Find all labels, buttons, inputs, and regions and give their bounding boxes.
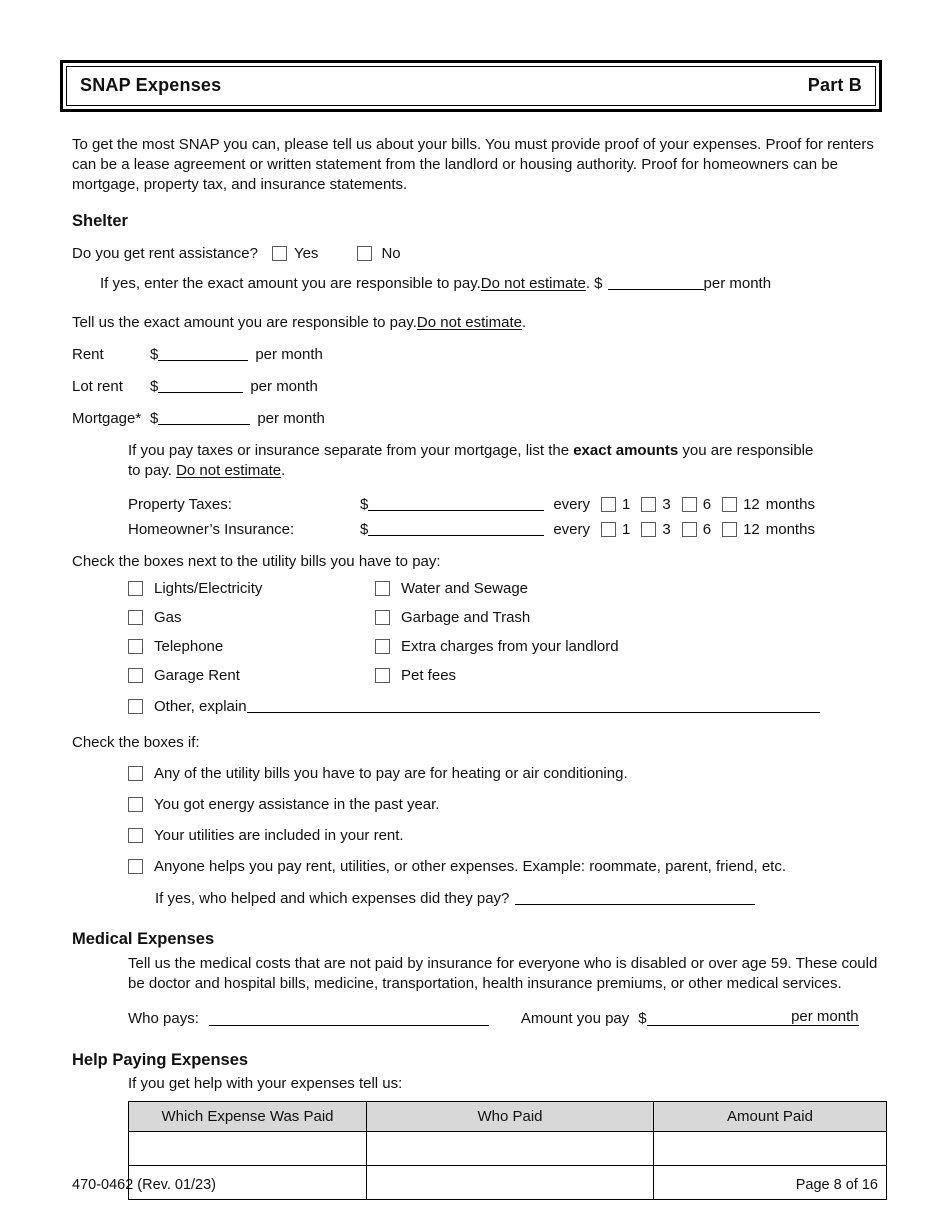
check-if-anyone-helps-item[interactable]	[128, 858, 950, 875]
period-3-label: 3	[662, 496, 671, 513]
help-prompt: If you get help with your expenses tell us:	[128, 1075, 403, 1092]
checkbox-icon[interactable]	[375, 639, 390, 654]
mortgage-label: Mortgage*	[72, 410, 142, 427]
utility-item-water[interactable]	[375, 580, 950, 597]
yes-label: Yes	[293, 245, 319, 262]
who-pays-label: Who pays:	[128, 1009, 199, 1027]
utility-label: Pet fees	[401, 667, 457, 684]
utility-other-checkbox[interactable]	[128, 699, 143, 714]
dollar-sign: $	[360, 496, 369, 513]
utility-label: Telephone	[154, 638, 224, 655]
who-pays-row	[128, 1008, 950, 1028]
who-helped-row	[155, 890, 950, 907]
section-header-box	[60, 60, 882, 112]
insurance-every-6-checkbox[interactable]	[682, 522, 697, 537]
no-label: No	[381, 245, 401, 262]
utility-item-telephone[interactable]	[128, 638, 375, 655]
checkbox-icon[interactable]	[375, 668, 390, 683]
utility-label: Gas	[154, 609, 182, 626]
help-paying-heading: Help Paying Expenses	[72, 1051, 249, 1069]
every-label: every	[553, 496, 591, 513]
amount-you-pay-label: Amount you pay	[520, 1009, 630, 1027]
rent-assistance-question: Do you get rent assistance?	[72, 245, 258, 262]
utility-item-pet-fees[interactable]	[375, 667, 950, 684]
property-taxes-amount-field[interactable]	[368, 496, 544, 511]
intro-paragraph: To get the most SNAP you can, please tell us about your bills. You must provide proof of your expenses. Proof for renters can be a lease agreement or written statement from the landlord or housing authority. Proof for homeowners can be mortgage, property tax, and insurance statements.	[72, 136, 874, 193]
months-label: months	[765, 496, 815, 513]
mortgage-row	[72, 410, 950, 427]
utility-label: Lights/Electricity	[154, 580, 263, 597]
taxes-insurance-note	[128, 441, 822, 481]
dollar-sign: $	[150, 378, 159, 395]
who-pays-field[interactable]	[209, 1011, 489, 1026]
tell-us-text: Tell us the exact amount you are responsible to pay.	[72, 314, 417, 331]
utility-item-garbage[interactable]	[375, 609, 950, 626]
checkbox-icon[interactable]	[128, 859, 143, 874]
column-header-amount-paid: Amount Paid	[654, 1102, 887, 1132]
medical-description: Tell us the medical costs that are not paid by insurance for everyone who is disabled or over age 59. These could be doctor and hospital bills, medicine, transportation, health insurance premiums, or other medical services.	[128, 955, 878, 992]
period-12-label: 12	[743, 521, 760, 538]
check-if-label: You got energy assistance in the past year.	[154, 796, 440, 813]
rent-assistance-question-row	[72, 245, 950, 262]
rent-label: Rent	[72, 346, 104, 363]
medical-amount-field[interactable]	[647, 1008, 859, 1026]
checkbox-icon[interactable]	[128, 828, 143, 843]
checkbox-icon[interactable]	[128, 639, 143, 654]
utilities-prompt: Check the boxes next to the utility bills you have to pay:	[72, 553, 441, 570]
per-month-label: per month	[257, 410, 325, 427]
lot-rent-row	[72, 378, 950, 395]
other-explain-label: Other, explain	[154, 698, 247, 715]
homeowners-insurance-label: Homeowner’s Insurance:	[128, 521, 295, 538]
form-number: 470-0462 (Rev. 01/23)	[72, 1177, 217, 1193]
period-1-label: 1	[622, 521, 631, 538]
exact-amounts-bold: exact amounts	[573, 442, 679, 459]
utilities-checkbox-grid	[128, 580, 950, 684]
do-not-estimate-text: Do not estimate	[176, 462, 282, 479]
page-footer	[72, 1177, 878, 1193]
do-not-estimate-text: Do not estimate	[480, 275, 586, 292]
who-helped-question: If yes, who helped and which expenses did they pay?	[155, 890, 510, 907]
rent-amount-field[interactable]	[158, 346, 248, 361]
per-month-label: per month	[703, 275, 772, 292]
period-text: .	[521, 314, 527, 331]
dollar-sign: $	[150, 346, 159, 363]
property-taxes-label: Property Taxes:	[128, 496, 232, 513]
checkbox-icon[interactable]	[128, 766, 143, 781]
dollar-sign: . $	[585, 275, 603, 292]
utility-item-gas[interactable]	[128, 609, 375, 626]
who-helped-field[interactable]	[515, 890, 755, 905]
utility-label: Garage Rent	[154, 667, 240, 684]
check-if-label: Anyone helps you pay rent, utilities, or other expenses. Example: roommate, parent, friend, etc.	[154, 858, 786, 875]
check-if-heating-item[interactable]	[128, 765, 950, 782]
column-header-who-paid: Who Paid	[367, 1102, 654, 1132]
rent-assistance-amount-field[interactable]	[608, 275, 704, 290]
property-taxes-row	[128, 496, 950, 513]
every-label: every	[553, 521, 591, 538]
rent-row	[72, 346, 950, 363]
utility-label: Water and Sewage	[401, 580, 529, 597]
check-if-energy-assistance-item[interactable]	[128, 796, 950, 813]
checkbox-icon[interactable]	[128, 610, 143, 625]
period-3-label: 3	[662, 521, 671, 538]
check-if-prompt: Check the boxes if:	[72, 734, 200, 751]
mortgage-amount-field[interactable]	[158, 410, 250, 425]
period-12-label: 12	[743, 496, 760, 513]
utility-item-lights[interactable]	[128, 580, 375, 597]
part-label: Part B	[807, 75, 862, 95]
taxes-every-1-checkbox[interactable]	[601, 497, 616, 512]
check-if-label: Any of the utility bills you have to pay are for heating or air conditioning.	[154, 765, 628, 782]
per-month-label: per month	[791, 1008, 859, 1025]
insurance-every-3-checkbox[interactable]	[641, 522, 656, 537]
checkbox-icon[interactable]	[128, 797, 143, 812]
table-cell-who-paid[interactable]	[367, 1132, 654, 1166]
dollar-sign: $	[638, 1009, 647, 1027]
dollar-sign: $	[150, 410, 159, 427]
insurance-every-1-checkbox[interactable]	[601, 522, 616, 537]
if-yes-text: If yes, enter the exact amount you are responsible to pay.	[100, 275, 481, 292]
utility-item-extra-charges[interactable]	[375, 638, 950, 655]
taxes-every-6-checkbox[interactable]	[682, 497, 697, 512]
other-explain-field[interactable]	[247, 698, 820, 713]
homeowners-insurance-amount-field[interactable]	[368, 521, 544, 536]
utility-item-garage-rent[interactable]	[128, 667, 375, 684]
note-text: If you pay taxes or insurance separate from your mortgage, list the	[128, 442, 574, 459]
checkbox-icon[interactable]	[375, 581, 390, 596]
period-text: .	[281, 462, 286, 479]
check-if-label: Your utilities are included in your rent.	[154, 827, 404, 844]
page-title: SNAP Expenses	[80, 75, 222, 95]
utility-label: Garbage and Trash	[401, 609, 531, 626]
checkbox-icon[interactable]	[375, 610, 390, 625]
period-1-label: 1	[622, 496, 631, 513]
table-header-row	[129, 1102, 887, 1132]
checkbox-icon[interactable]	[128, 668, 143, 683]
note-text: you are responsible to pay.	[128, 442, 814, 479]
table-cell-expense[interactable]	[129, 1132, 367, 1166]
taxes-every-3-checkbox[interactable]	[641, 497, 656, 512]
utility-other-row	[128, 698, 820, 715]
table-row	[129, 1132, 887, 1166]
lot-rent-amount-field[interactable]	[158, 378, 243, 393]
checkbox-icon[interactable]	[128, 581, 143, 596]
per-month-label: per month	[255, 346, 323, 363]
per-month-label: per month	[250, 378, 318, 395]
months-label: months	[765, 521, 815, 538]
rent-assistance-yes-checkbox[interactable]	[272, 246, 287, 261]
rent-assistance-no-checkbox[interactable]	[357, 246, 372, 261]
medical-expenses-heading: Medical Expenses	[72, 930, 215, 948]
dollar-sign: $	[360, 521, 369, 538]
period-6-label: 6	[702, 496, 712, 513]
insurance-every-12-checkbox[interactable]	[722, 522, 737, 537]
page-number: Page 8 of 16	[795, 1177, 878, 1193]
period-6-label: 6	[702, 521, 712, 538]
do-not-estimate-text: Do not estimate	[416, 314, 522, 331]
check-if-utilities-included-item[interactable]	[128, 827, 950, 844]
rent-assistance-amount-row	[100, 275, 950, 292]
taxes-every-12-checkbox[interactable]	[722, 497, 737, 512]
exact-amount-instruction-row	[72, 314, 950, 331]
lot-rent-label: Lot rent	[72, 378, 123, 395]
table-cell-amount-paid[interactable]	[654, 1132, 887, 1166]
shelter-heading: Shelter	[72, 212, 128, 230]
column-header-expense: Which Expense Was Paid	[129, 1102, 367, 1132]
utility-label: Extra charges from your landlord	[401, 638, 619, 655]
homeowners-insurance-row	[128, 521, 950, 538]
